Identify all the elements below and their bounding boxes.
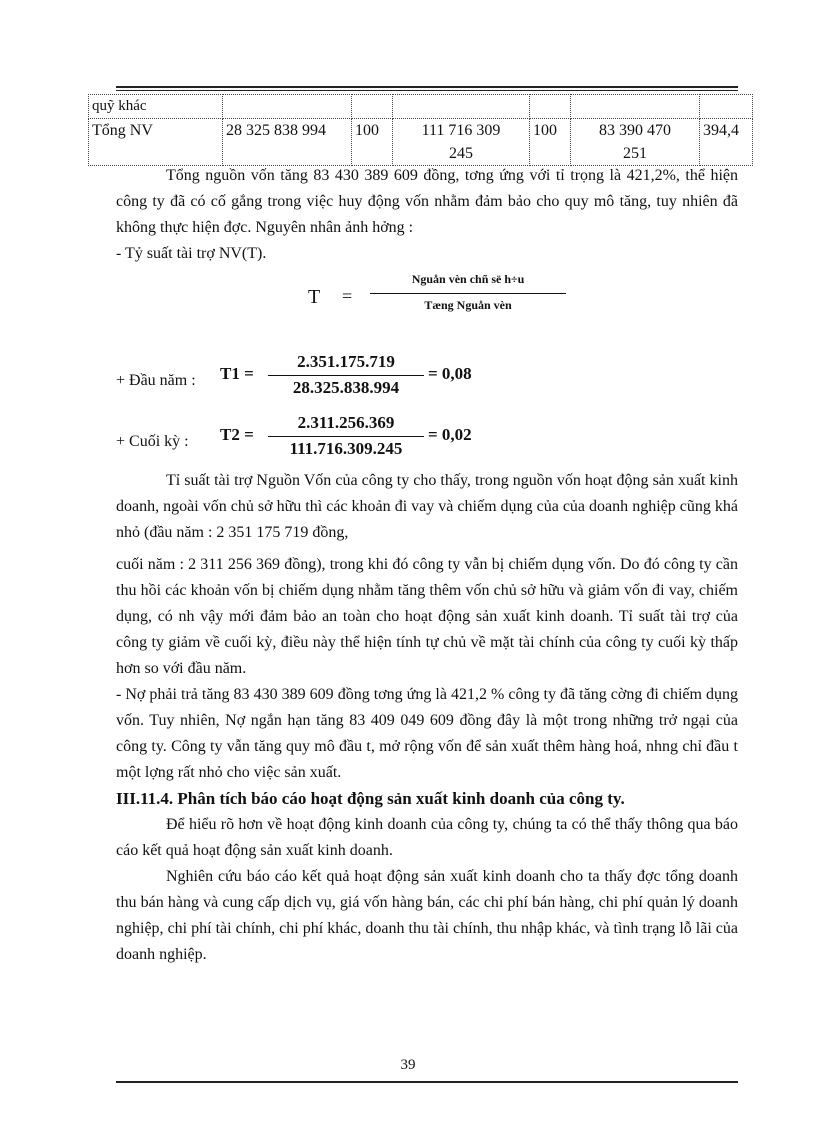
table-row-cut	[89, 95, 753, 119]
formula-t2	[116, 413, 516, 459]
t2-bar	[268, 436, 424, 437]
table-cell	[530, 95, 571, 119]
total-label: Tổng NV	[89, 119, 223, 166]
total-c3-line2: 245	[449, 145, 473, 162]
body-block-1	[116, 163, 738, 267]
total-c5	[571, 119, 700, 166]
t2-label: + Cuối kỳ :	[116, 433, 189, 450]
t2-numerator: 2.311.256.369	[297, 413, 395, 432]
paragraph-2a: Tỉ suất tài trợ Nguồn Vốn của công ty cho thấy, trong nguồn vốn hoạt động sản xuất kinh doanh, ngoài vốn chủ sở hữu thì các khoản đi vay và chiếm dụng của của doanh nghiệp cũng khá nhỏ (đầu năm : 2 351 175 719 đồng,	[116, 472, 738, 541]
page-number: 39	[400, 1057, 416, 1073]
formula-numerator: Nguån vèn chñ së h÷u	[411, 272, 525, 286]
t1-label: + Đầu năm :	[116, 372, 196, 389]
table-cell	[571, 95, 700, 119]
total-c3	[393, 119, 530, 166]
table-cell	[393, 95, 530, 119]
t1-result: = 0,08	[428, 364, 472, 383]
formula-denominator: Tæng Nguån vèn	[424, 298, 512, 312]
table-cell	[352, 95, 393, 119]
paragraph-4: Để hiểu rõ hơn về hoạt động kinh doanh của công ty, chúng ta có thể thấy thông qua báo cáo kết quả hoạt động sản xuất kinh doanh.	[116, 816, 738, 859]
formula-main	[308, 272, 568, 318]
t1-denominator: 28.325.838.994	[292, 378, 400, 397]
header-rule-thin	[116, 90, 738, 91]
footer-rule	[116, 1081, 738, 1083]
table-cell: quỹ khác	[89, 95, 223, 119]
formula-bar	[370, 293, 566, 294]
t1-name: T1 =	[220, 364, 254, 383]
table-cell	[700, 95, 753, 119]
formula-var: T	[308, 286, 321, 308]
total-c5-line1: 83 390 470	[599, 122, 671, 139]
formula-t1	[116, 352, 516, 398]
total-c5-line2: 251	[623, 145, 647, 162]
total-c3-line1: 111 716 309	[421, 122, 501, 139]
t1-numerator: 2.351.175.719	[297, 352, 395, 371]
formula-eq: =	[342, 286, 353, 306]
capital-table	[88, 94, 753, 166]
section-heading: III.11.4. Phân tích báo cáo hoạt động sản xuất kinh doanh của công ty.	[116, 789, 625, 808]
bullet-nv: - Tỷ suất tài trợ NV(T).	[116, 245, 267, 262]
paragraph-2b: cuối năm : 2 311 256 369 đồng), trong khi đó công ty vẫn bị chiếm dụng vốn. Do đó công ty cần thu hồi các khoản vốn bị chiếm dụng nhằm tăng thêm vốn chủ sở hữu và giảm vốn đi vay, chiếm dụng, có nh vậy mới đảm bảo an toàn cho hoạt động sản xuất kinh doanh. Tỉ suất tài trợ của công ty giảm về cuối kỳ, điều này thể hiện tính tự chủ về mặt tài chính của công ty cuối kỳ thấp hơn so với đầu năm.	[116, 556, 738, 677]
t2-result: = 0,02	[428, 425, 472, 444]
header-rule	[116, 86, 738, 88]
t2-name: T2 =	[220, 425, 254, 444]
total-c2: 100	[352, 119, 393, 166]
total-c1: 28 325 838 994	[223, 119, 352, 166]
t2-denominator: 111.716.309.245	[289, 439, 403, 458]
total-c4: 100	[530, 119, 571, 166]
paragraph-5: Nghiên cứu báo cáo kết quả hoạt động sản xuất kinh doanh cho ta thấy đợc tổng doanh thu bán hàng và cung cấp dịch vụ, giá vốn hàng bán, các chi phí bán hàng, chi phí quản lý doanh nghiệp, chi phí tài chính, chi phí khác, doanh thu tài chính, thu nhập khác, và tình trạng lỗ lãi của doanh nghiệp.	[116, 868, 738, 963]
table-row-total	[89, 119, 753, 166]
total-c6: 394,4	[700, 119, 753, 166]
t1-bar	[268, 375, 424, 376]
paragraph-3: - Nợ phải trả tăng 83 430 389 609 đồng tơng ứng là 421,2 % công ty đã tăng cờng đi chiếm dụng vốn. Tuy nhiên, Nợ ngắn hạn tăng 83 409 049 609 đồng đây là một trong những trở ngại của công ty. Công ty vẫn tăng quy mô đầu t, mở rộng vốn để sản xuất thêm hàng hoá, nhng chỉ đầu t một lợng rất nhỏ cho việc sản xuất.	[116, 686, 738, 781]
body-block-2	[116, 468, 738, 968]
table-cell	[223, 95, 352, 119]
paragraph-1: Tổng nguồn vốn tăng 83 430 389 609 đồng, tơng ứng với tỉ trọng là 421,2%, thể hiện công ty đã có cố gắng trong việc huy động vốn nhằm đảm bảo cho quy mô tăng, tuy nhiên đã không thực hiện đợc. Nguyên nhân ảnh hởng :	[116, 167, 738, 236]
